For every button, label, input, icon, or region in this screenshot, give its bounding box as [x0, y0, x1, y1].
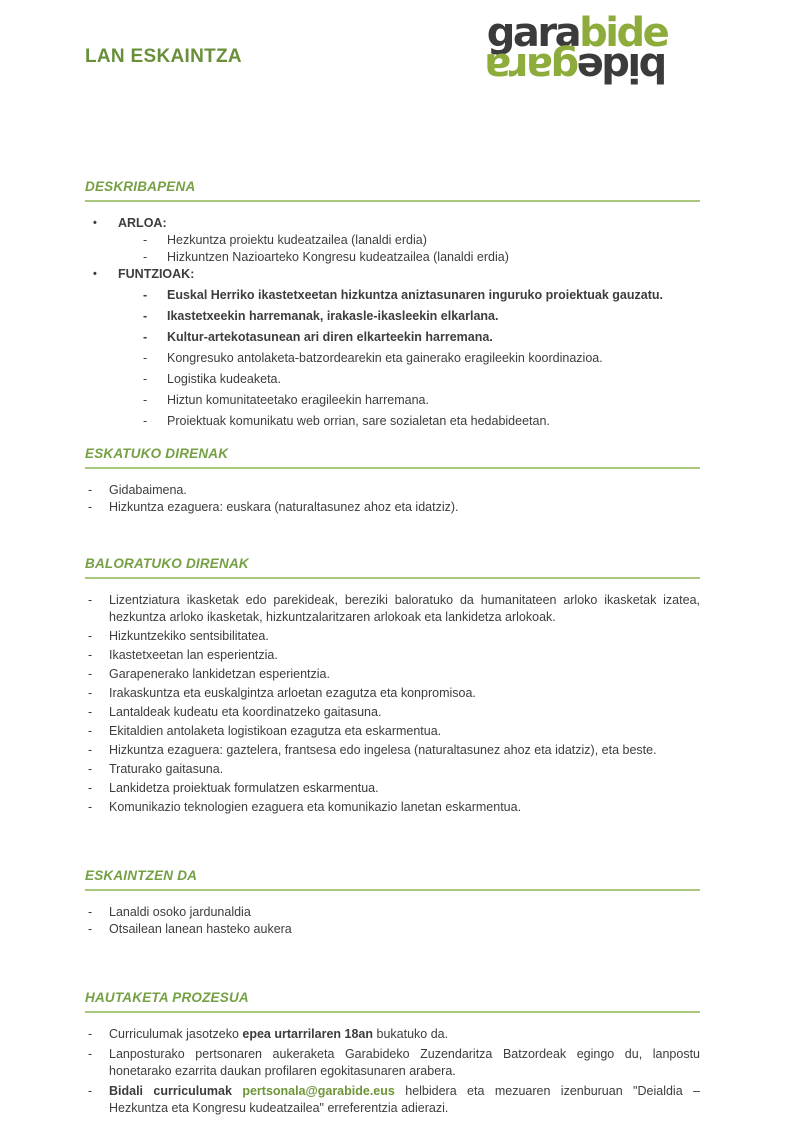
list-item	[85, 799, 700, 816]
section-item-list	[85, 215, 700, 430]
email-address: pertsonala@garabide.eus	[242, 1084, 395, 1098]
item-text: Gidabaimena.	[109, 483, 187, 497]
section-hautaketa	[85, 990, 700, 1117]
item-text: Lanaldi osoko jardunaldia	[109, 905, 251, 919]
dash-marker: -	[143, 288, 148, 302]
list-item	[85, 666, 700, 683]
list-item	[85, 685, 700, 702]
item-text: Hizkuntzen Nazioarteko Kongresu kudeatzailea (lanaldi erdia)	[167, 250, 509, 264]
list-item	[85, 482, 700, 499]
item-text: Logistika kudeaketa.	[167, 372, 281, 386]
list-item	[85, 499, 700, 516]
dash-marker: -	[88, 743, 93, 757]
logo-word-gara: gara	[486, 10, 580, 56]
dash-marker: -	[88, 1084, 93, 1098]
section-rule	[85, 889, 700, 891]
list-item	[85, 1083, 700, 1117]
list-item	[85, 287, 700, 304]
item-text: Otsailean lanean hasteko aukera	[109, 922, 292, 936]
item-text: Garapenerako lankidetzan esperientzia.	[109, 667, 330, 681]
list-item	[85, 704, 700, 721]
list-item	[85, 266, 700, 283]
section-item-list	[85, 592, 700, 816]
list-item	[85, 592, 700, 626]
dash-marker: -	[143, 233, 148, 247]
item-text: Komunikazio teknologien ezaguera eta komunikazio lanetan eskarmentua.	[109, 800, 522, 814]
document-body	[0, 179, 794, 1117]
section-item-list	[85, 1026, 700, 1117]
item-text: Hizkuntza ezaguera: euskara (naturaltasunez ahoz eta idatziz).	[109, 500, 459, 514]
item-text: Lankidetza proiektuak formulatzen eskarmentua.	[109, 781, 379, 795]
dash-marker: -	[88, 762, 93, 776]
dash-marker: -	[88, 781, 93, 795]
item-text: Ikastetxeekin harremanak, irakasle-ikasleekin elkarlana.	[167, 309, 499, 323]
item-text: Euskal Herriko ikastetxeetan hizkuntza aniztasunaren inguruko proiektuak gauzatu.	[167, 288, 663, 302]
dash-marker: -	[88, 1027, 93, 1041]
list-item	[85, 921, 700, 938]
list-item	[85, 1046, 700, 1080]
item-text: Lantaldeak kudeatu eta koordinatzeko gaitasuna.	[109, 705, 382, 719]
item-text: Ekitaldien antolaketa logistikoan ezagutza eta eskarmentua.	[109, 724, 442, 738]
item-text: Traturako gaitasuna.	[109, 762, 224, 776]
dash-marker: -	[88, 905, 93, 919]
section-heading: HAUTAKETA PROZESUA	[85, 990, 249, 1005]
document-header	[0, 0, 794, 105]
dash-marker: -	[88, 686, 93, 700]
dash-marker: -	[88, 800, 93, 814]
list-item	[85, 761, 700, 778]
list-item	[85, 215, 700, 232]
bullet-marker: •	[93, 217, 97, 229]
item-text: Irakaskuntza eta euskalgintza arloetan ezagutza eta konpromisoa.	[109, 686, 476, 700]
garabide-logo	[483, 10, 671, 90]
dash-marker: -	[88, 922, 93, 936]
item-text: Hizkuntzekiko sentsibilitatea.	[109, 629, 269, 643]
logo-word-bide-flipped: bide	[579, 44, 668, 90]
list-item	[85, 780, 700, 797]
logo-word-gara-flipped: gara	[486, 44, 580, 90]
section-heading: DESKRIBAPENA	[85, 179, 196, 194]
dash-marker: -	[88, 724, 93, 738]
item-text: Hizkuntza ezaguera: gaztelera, frantsesa edo ingelesa (naturaltasunez ahoz eta idatziz), eta beste.	[109, 743, 657, 757]
item-text: Kultur-artekotasunean ari diren elkarteekin harremana.	[167, 330, 493, 344]
dash-marker: -	[88, 500, 93, 514]
list-item	[85, 249, 700, 266]
item-text: Ikastetxeetan lan esperientzia.	[109, 648, 278, 662]
list-item	[85, 232, 700, 249]
list-item	[85, 1026, 700, 1043]
list-item	[85, 647, 700, 664]
section-rule	[85, 1011, 700, 1013]
dash-marker: -	[88, 667, 93, 681]
section-heading: ESKAINTZEN DA	[85, 868, 198, 883]
dash-marker: -	[143, 309, 148, 323]
list-item	[85, 742, 700, 759]
section-eskaintzen	[85, 868, 700, 938]
list-item	[85, 904, 700, 921]
section-baloratuko	[85, 556, 700, 816]
section-rule	[85, 200, 700, 202]
dash-marker: -	[88, 593, 93, 607]
section-heading: ESKATUKO DIRENAK	[85, 446, 229, 461]
section-deskribapena	[85, 179, 700, 430]
section-heading: BALORATUKO DIRENAK	[85, 556, 249, 571]
list-item	[85, 392, 700, 409]
dash-marker: -	[88, 648, 93, 662]
section-eskatuko	[85, 446, 700, 516]
item-text: Kongresuko antolaketa-batzordearekin eta gainerako eragileekin koordinazioa.	[167, 351, 603, 365]
section-item-list	[85, 904, 700, 938]
dash-marker: -	[143, 351, 148, 365]
dash-marker: -	[143, 330, 148, 344]
item-text: Curriculumak jasotzeko epea urtarrilaren 18an bukatuko da.	[109, 1027, 449, 1041]
dash-marker: -	[143, 393, 148, 407]
bullet-marker: •	[93, 268, 97, 280]
item-text: ARLOA:	[118, 216, 167, 230]
section-rule	[85, 467, 700, 469]
dash-marker: -	[143, 372, 148, 386]
dash-marker: -	[143, 250, 148, 264]
item-text: Lizentziatura ikasketak edo parekideak, bereziki baloratuko da humanitateen arloko ikasketak izatea, hezkuntza arloko ikasketak, hizkuntzalaritzaren arlokoak eta lankidetza arlokoak.	[109, 593, 700, 624]
logo-word-bide: bide	[579, 10, 668, 56]
item-text: FUNTZIOAK:	[118, 267, 195, 281]
section-rule	[85, 577, 700, 579]
dash-marker: -	[143, 414, 148, 428]
list-item	[85, 628, 700, 645]
dash-marker: -	[88, 705, 93, 719]
list-item	[85, 329, 700, 346]
section-item-list	[85, 482, 700, 516]
list-item	[85, 413, 700, 430]
item-text: Bidali curriculumak pertsonala@garabide.eus helbidera eta mezuaren izenburuan "Deialdia – Hezkuntza eta Kongresu kudeatzailea" erreferentzia adierazi.	[109, 1084, 700, 1115]
dash-marker: -	[88, 483, 93, 497]
list-item	[85, 371, 700, 388]
dash-marker: -	[88, 629, 93, 643]
item-text: Hezkuntza proiektu kudeatzailea (lanaldi erdia)	[167, 233, 427, 247]
list-item	[85, 308, 700, 325]
logo-line-bottom-flipped	[483, 44, 671, 90]
item-text: Proiektuak komunikatu web orrian, sare sozialetan eta hedabideetan.	[167, 414, 550, 428]
page-title: LAN ESKAINTZA	[85, 46, 242, 67]
item-text: Lanposturako pertsonaren aukeraketa Garabideko Zuzendaritza Batzordeak egingo du, lanpostu honetarako ezarrita daukan profilaren egokitasunaren arabera.	[109, 1047, 700, 1078]
list-item	[85, 350, 700, 367]
dash-marker: -	[88, 1047, 93, 1061]
list-item	[85, 723, 700, 740]
item-text: Hiztun komunitateetako eragileekin harremana.	[167, 393, 429, 407]
